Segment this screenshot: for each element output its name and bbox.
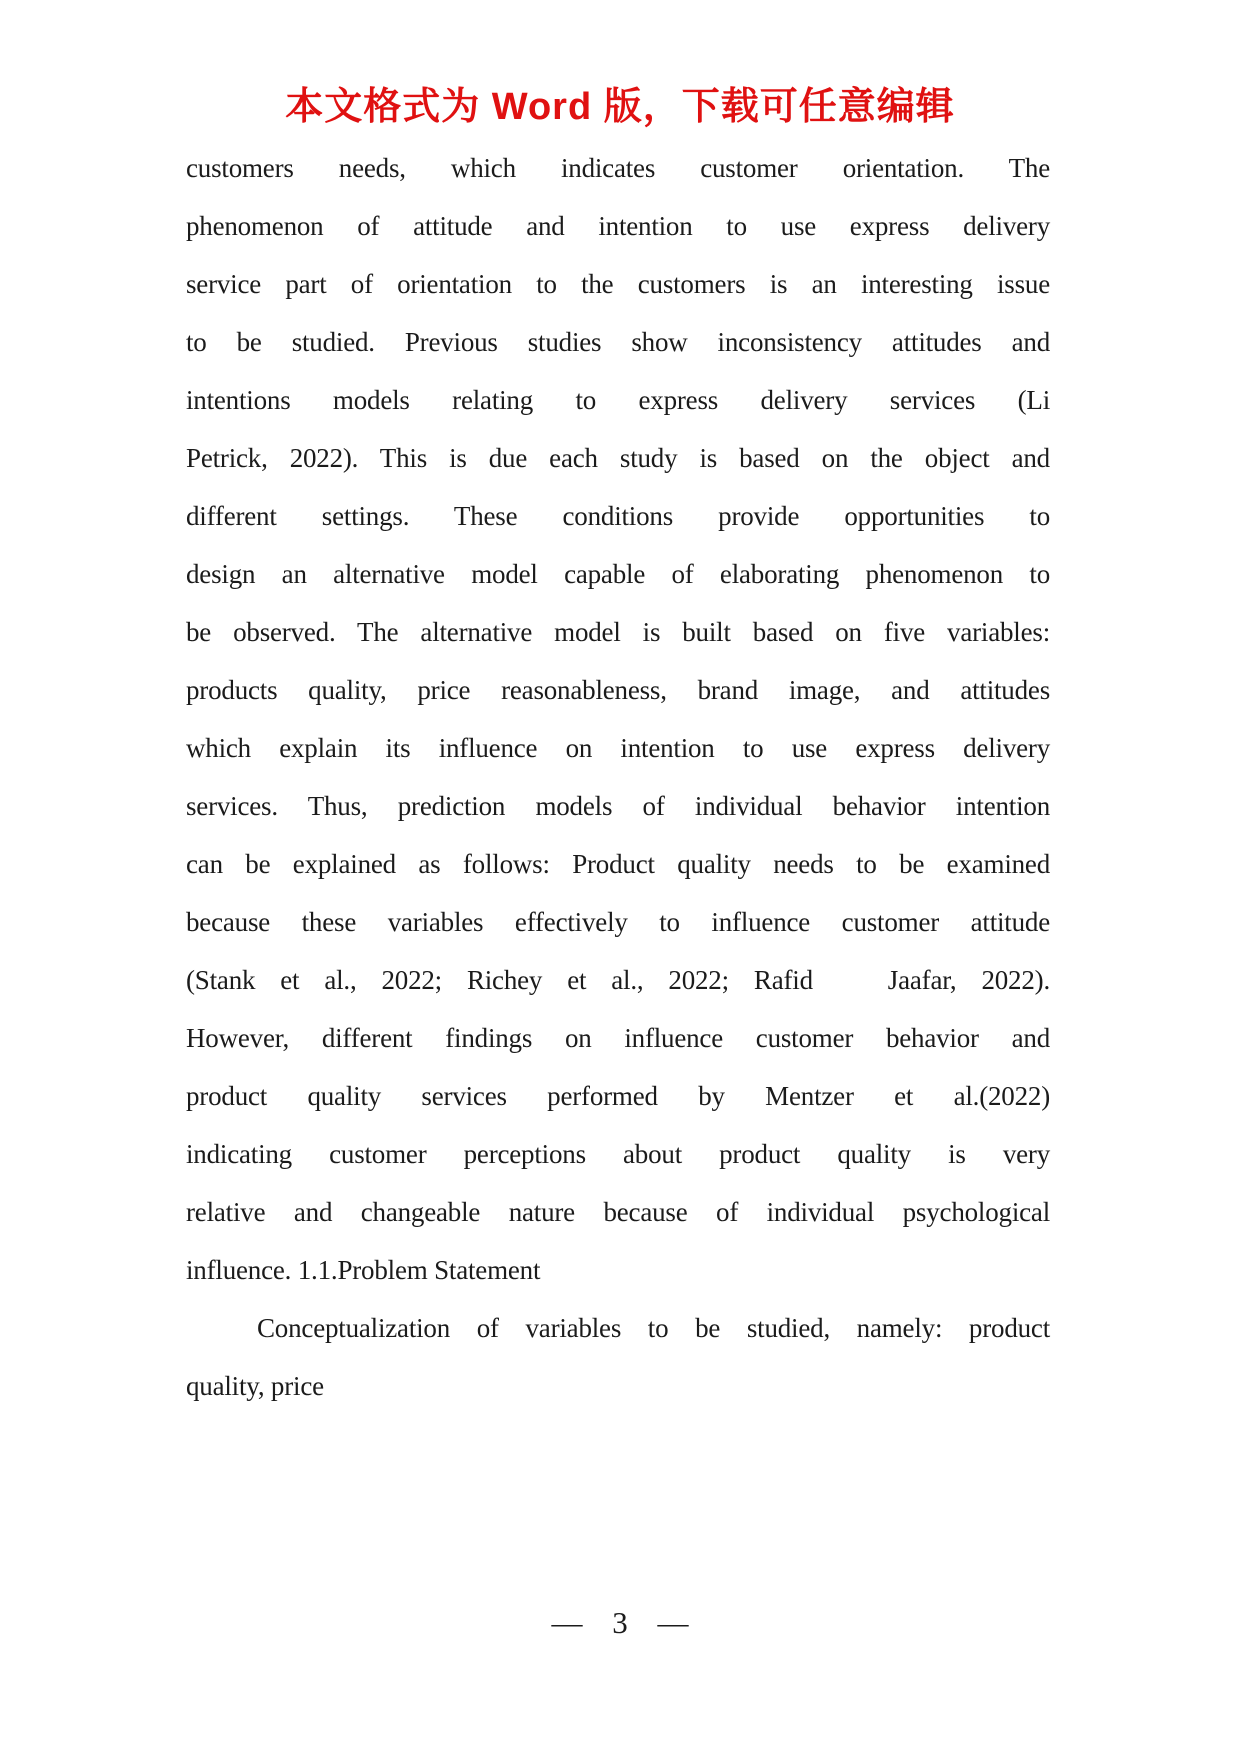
body-line: product quality services performed by Mentzer et al.(2022) — [186, 1081, 1050, 1111]
body-line: Petrick, 2022). This is due each study is based on the object and — [186, 443, 1050, 473]
body-line: (Stank et al., 2022; Richey et al., 2022; Rafid Jaafar, 2022). — [186, 965, 1050, 995]
body-line: service part of orientation to the customers is an interesting issue — [186, 269, 1050, 299]
body-line: relative and changeable nature because of individual psychological — [186, 1197, 1050, 1227]
word-format-notice: 本文格式为 Word 版，下载可任意编辑 — [285, 86, 955, 128]
body-line: which explain its influence on intention to use express delivery — [186, 733, 1050, 763]
body-line: different settings. These conditions provide opportunities to — [186, 501, 1050, 531]
body-line: be observed. The alternative model is built based on five variables: — [186, 617, 1050, 647]
footer-right-dash: — — [657, 1605, 689, 1640]
body-line: because these variables effectively to influence customer attitude — [186, 907, 1050, 937]
page-footer — [0, 1603, 1240, 1643]
body-line: customers needs, which indicates customer orientation. The — [186, 153, 1050, 183]
page-number: 3 — [612, 1605, 628, 1640]
body-line-paragraph-start: Conceptualization of variables to be studied, namely: product — [257, 1313, 1050, 1343]
body-line: services. Thus, prediction models of individual behavior intention — [186, 791, 1050, 821]
body-line: can be explained as follows: Product quality needs to be examined — [186, 849, 1050, 879]
body-line: to be studied. Previous studies show inconsistency attitudes and — [186, 327, 1050, 357]
body-line-paragraph-end: influence. 1.1.Problem Statement — [186, 1255, 541, 1285]
body-line-paragraph-end: quality, price — [186, 1371, 324, 1401]
body-line: However, different findings on influence customer behavior and — [186, 1023, 1050, 1053]
footer-left-dash: — — [551, 1605, 583, 1640]
document-body — [186, 139, 1050, 1415]
body-line: intentions models relating to express delivery services (Li — [186, 385, 1050, 415]
body-line: indicating customer perceptions about product quality is very — [186, 1139, 1050, 1169]
body-line: design an alternative model capable of elaborating phenomenon to — [186, 559, 1050, 589]
body-line: products quality, price reasonableness, brand image, and attitudes — [186, 675, 1050, 705]
body-line: phenomenon of attitude and intention to use express delivery — [186, 211, 1050, 241]
